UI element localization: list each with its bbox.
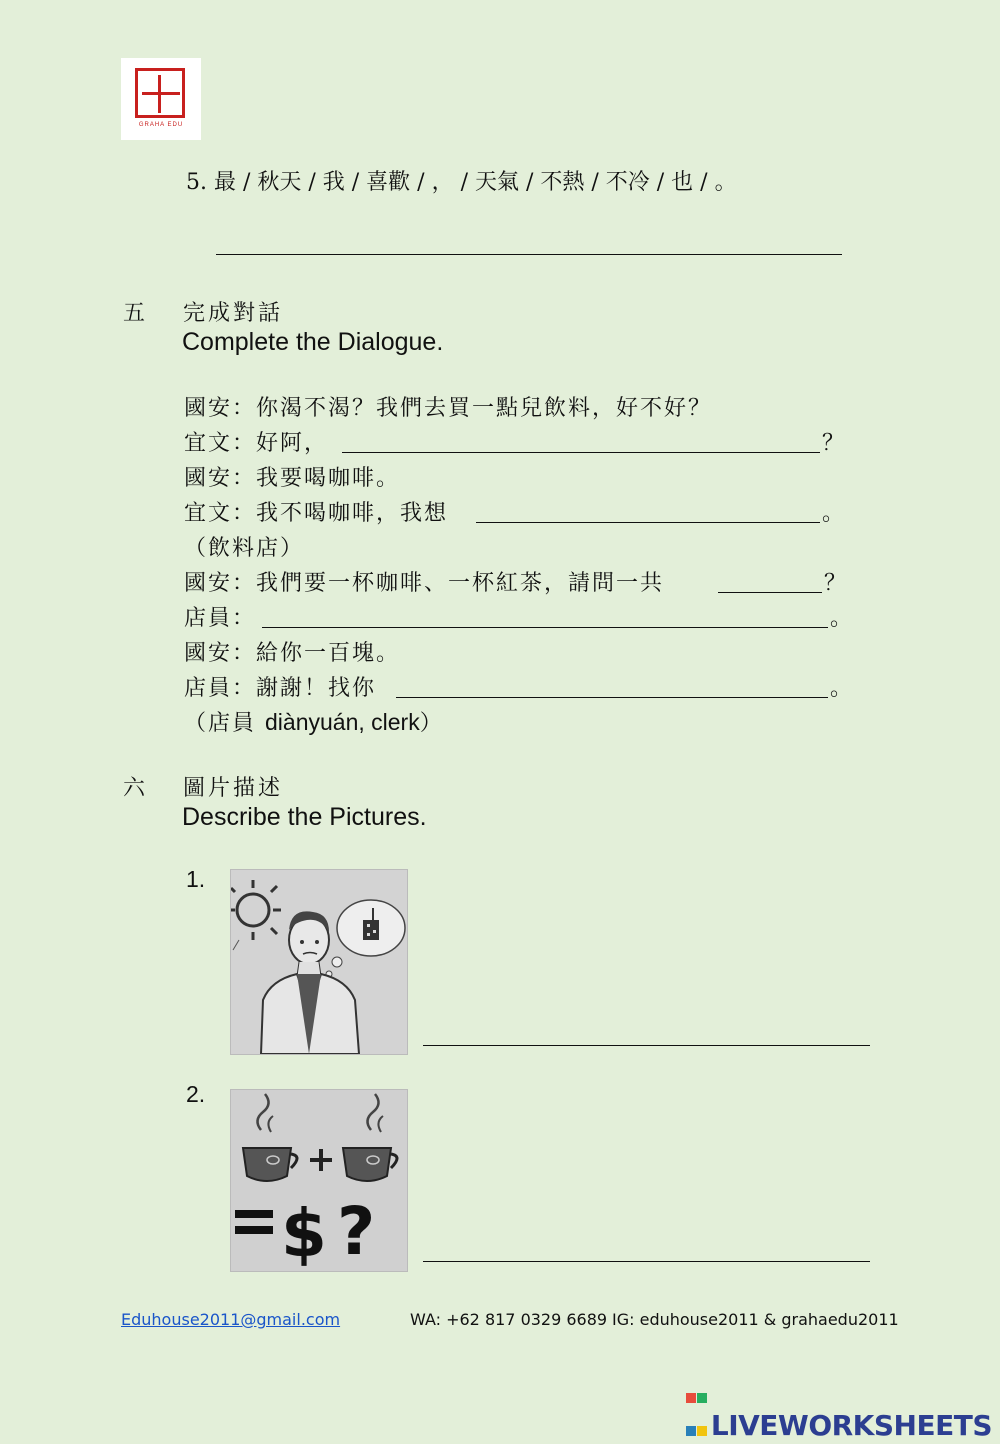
graha-edu-logo xyxy=(121,58,201,140)
dialogue-line-4-end: 。 xyxy=(822,501,847,526)
question-5-answer-line[interactable] xyxy=(216,254,842,255)
picture-1-answer-line[interactable] xyxy=(423,1045,870,1046)
dialogue-blank-9[interactable] xyxy=(396,697,828,698)
footer-whatsapp: WA: +62 817 0329 6689 xyxy=(410,1310,608,1329)
dialogue-line-7: 店員： xyxy=(184,606,257,631)
dialogue-line-9-end: 。 xyxy=(830,676,855,701)
dialogue-line-6-end: ？ xyxy=(824,571,849,596)
section-5-number: 五 xyxy=(123,301,146,326)
dialogue-line-2: 宜文：好阿， xyxy=(184,431,329,456)
dialogue-blank-2[interactable] xyxy=(342,452,820,453)
footer-instagram: IG: eduhouse2011 & grahaedu2011 xyxy=(612,1310,899,1329)
dialogue-blank-7[interactable] xyxy=(262,627,828,628)
coffee-plus-coffee-price-icon xyxy=(230,1089,408,1272)
svg-text:?: ? xyxy=(337,1193,376,1270)
picture-1-label: 1. xyxy=(186,866,206,892)
dialogue-scene-note: （飲料店） xyxy=(184,536,305,561)
dialogue-line-7-end: 。 xyxy=(830,606,855,631)
dialogue-line-4: 宜文：我不喝咖啡，我想 xyxy=(184,501,449,526)
live-badge-icon xyxy=(686,1378,708,1400)
section-6-number: 六 xyxy=(123,776,146,801)
section-5-title-en: Complete the Dialogue. xyxy=(182,328,444,356)
dialogue-blank-4[interactable] xyxy=(476,522,820,523)
liveworksheets-text: LIVEWORKSHEETS xyxy=(710,1409,992,1442)
dialogue-line-2-end: ？ xyxy=(822,431,847,456)
dialogue-line-8: 國安：給你一百塊。 xyxy=(184,641,401,666)
dialogue-line-9: 店員：謝謝！找你 xyxy=(184,676,377,701)
dialogue-line-6: 國安：我們要一杯咖啡、一杯紅茶，請問一共 xyxy=(184,571,665,596)
clerk-note-open: （店員 xyxy=(184,711,265,736)
dialogue-blank-6[interactable] xyxy=(718,592,822,593)
seal-icon xyxy=(135,68,185,118)
section-6-title-en: Describe the Pictures. xyxy=(182,803,427,831)
dialogue-line-3: 國安：我要喝咖啡。 xyxy=(184,466,401,491)
picture-2-answer-line[interactable] xyxy=(423,1261,870,1262)
picture-2-label: 2. xyxy=(186,1081,206,1107)
section-5-title-zh: 完成對話 xyxy=(183,301,284,326)
section-6-title-zh: 圖片描述 xyxy=(183,776,284,801)
question-5-prompt: 5. 最 / 秋天 / 我 / 喜歡 / ， / 天氣 / 不熱 / 不冷 / 也 / 。 xyxy=(186,170,737,195)
footer-email[interactable] xyxy=(121,1310,340,1329)
logo-brand-text: GRAHA EDU xyxy=(138,122,184,128)
clerk-vocab-note xyxy=(184,706,444,737)
svg-text:$: $ xyxy=(281,1195,327,1271)
email-link[interactable]: Eduhouse2011@gmail.com xyxy=(121,1310,341,1329)
liveworksheets-watermark[interactable] xyxy=(686,1378,992,1442)
clerk-note-pinyin: diànyuán, clerk xyxy=(265,709,420,735)
hot-sun-thirsty-person-icon xyxy=(230,869,408,1055)
dialogue-line-1: 國安：你渴不渴？我們去買一點兒飲料，好不好？ xyxy=(184,396,713,421)
clerk-note-close: ） xyxy=(419,711,444,736)
